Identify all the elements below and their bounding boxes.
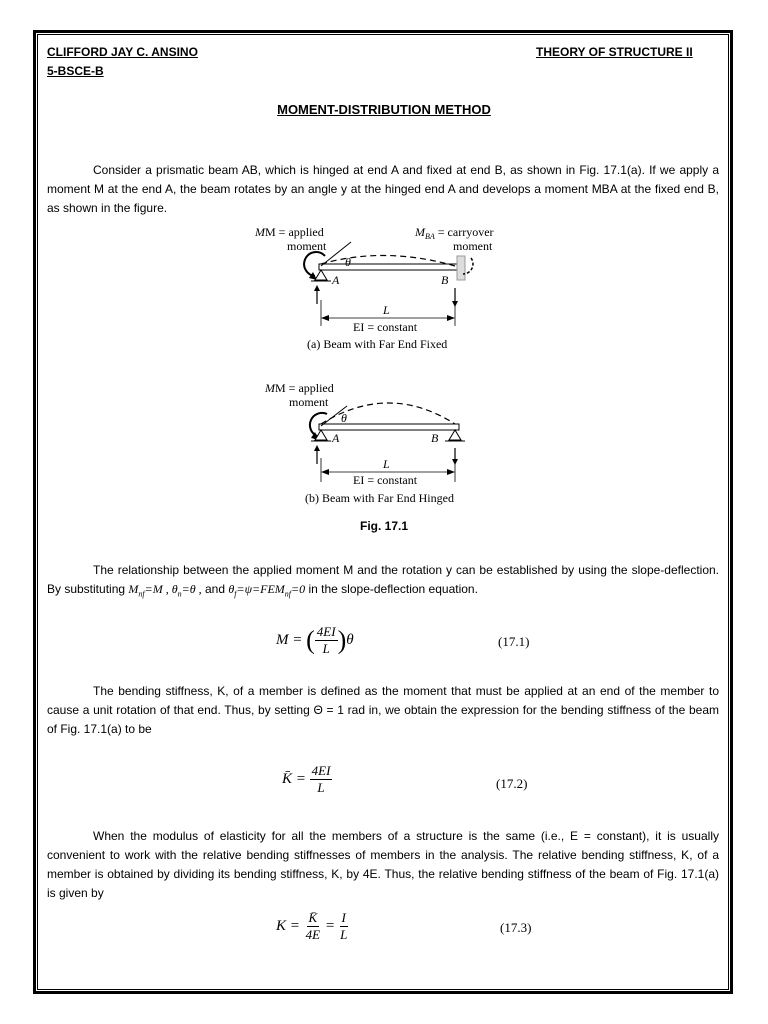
- author-name: CLIFFORD JAY C. ANSINO: [47, 45, 198, 59]
- fig-a-label-B: B: [441, 273, 449, 287]
- figure-b-beam-hinged: [255, 378, 515, 508]
- fig-b-hinge-support-B: [449, 430, 461, 440]
- equation-17-3-number: (17.3): [500, 920, 532, 935]
- fig-b-applied-label: MM = applied: [265, 381, 334, 395]
- equation-17-3: K = $\frac{K̄}{4E}$ = $\frac{I}{L}$: [276, 910, 348, 942]
- paragraph-relative-stiffness: When the modulus of elasticity for all the members of a structure is the same (i.e., E = constant), it is usually convenient to work with the relative bending stiffnesses of members in the analysis. The relative bending stiffness, K, of a member is obtained by dividing its bending stiffness, K, by 4E. Thus, the relative bending stiffness of the beam of Fig. 17.1(a) is given by: [47, 829, 719, 900]
- fig-a-fixed-support: [457, 256, 465, 280]
- fig-b-L: L: [383, 457, 390, 471]
- fig-a-EI: EI = constant: [353, 320, 418, 334]
- fig-a-hinge-support: [315, 270, 327, 280]
- fig-b-EI: EI = constant: [353, 473, 418, 487]
- fig-b-moment-label: moment: [289, 395, 329, 409]
- math-substitution-2: $\theta_f=\psi=FEM_{nf}=0$: [228, 582, 306, 599]
- paragraph-relationship: The relationship between the applied moment M and the rotation y can be established by using the slope-deflection. By substituting $M_{nf}=M$ , $\theta_n=\theta$ , and $\theta_f=\psi=FEM_{nf}=0$ in the slope-deflection equation.: [47, 563, 719, 599]
- paragraph-intro: [47, 161, 719, 218]
- fig-a-carryover-label: $M_{BA}$ = carryover: [415, 225, 494, 241]
- fig-a-caption: (a) Beam with Far End Fixed: [307, 337, 448, 351]
- fig-a-moment-label: moment: [287, 239, 327, 253]
- course-title: THEORY OF STRUCTURE II: [536, 45, 693, 59]
- math-substitution-1: $M_{nf}=M$ , $\theta_n=\theta$ ,: [128, 582, 202, 599]
- fig-b-label-B: B: [431, 431, 439, 445]
- figure-a-beam-fixed: [255, 222, 515, 352]
- fig-a-applied-label: MM = applied: [255, 225, 324, 239]
- fig-a-label-A: A: [332, 273, 340, 287]
- section-label: 5-BSCE-B: [47, 64, 104, 78]
- equation-17-1-number: (17.1): [498, 634, 530, 649]
- fig-a-beam: [319, 264, 459, 270]
- fig-b-label-A: A: [332, 431, 340, 445]
- fig-a-carryover-moment-label: moment: [453, 239, 493, 253]
- fig-b-caption: (b) Beam with Far End Hinged: [305, 491, 454, 505]
- document-title: MOMENT-DISTRIBUTION METHOD: [277, 102, 491, 117]
- paragraph-intro-text: Consider a prismatic beam AB, which is hinged at end A and fixed at end B, as shown in Fig. 17.1(a). If we apply a moment M at the end A, the beam rotates by an angle y at the hinged end A and develops a moment MBA at the fixed end B, as shown in the figure.: [47, 163, 719, 215]
- fig-a-L: L: [383, 303, 390, 317]
- fig-a-theta: θ: [345, 255, 351, 269]
- paragraph-bending-stiffness: The bending stiffness, K, of a member is defined as the moment that must be applied at an end of the member to cause a unit rotation of that end. Thus, by setting Θ = 1 rad in, we obtain the expression for the bending stiffness of the beam of Fig. 17.1(a) to be: [47, 684, 719, 736]
- equation-17-2-number: (17.2): [496, 776, 528, 791]
- figure-caption: Fig. 17.1: [359, 519, 409, 533]
- fig-b-theta: θ: [341, 411, 347, 425]
- equation-17-2: K̄ = $\frac{4EI}{L}$: [282, 763, 331, 795]
- fig-b-beam: [319, 424, 459, 430]
- equation-17-1: M = ( $\frac{4EI}{L}$ )θ: [276, 624, 354, 656]
